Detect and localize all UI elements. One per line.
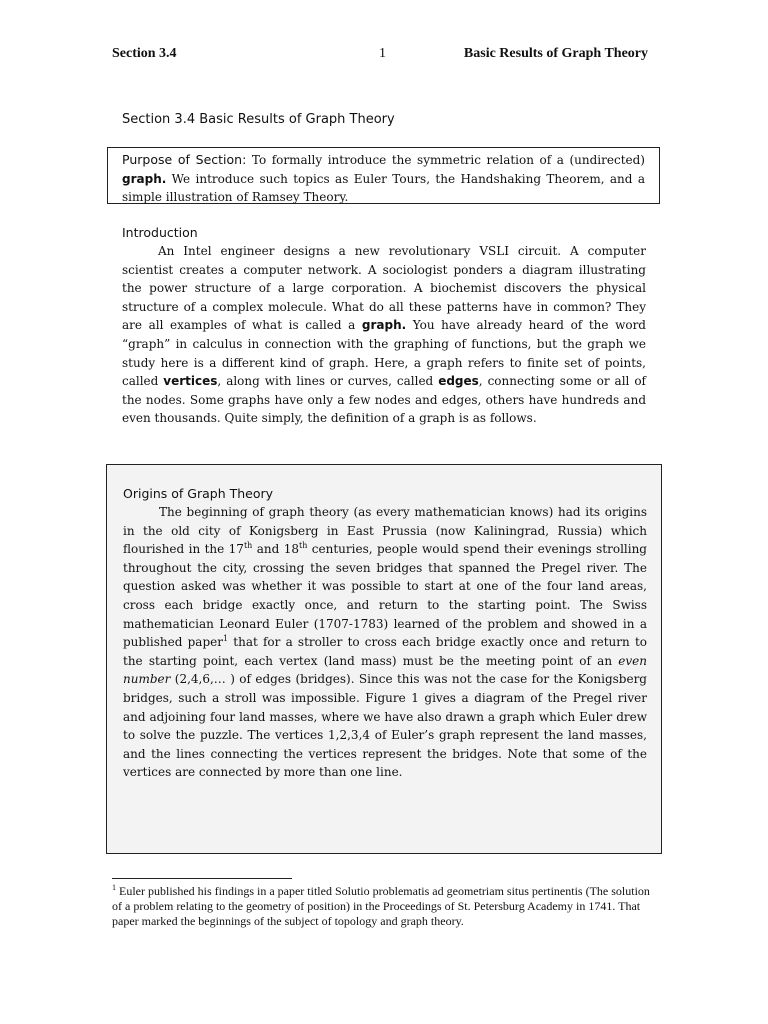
emphasis-even-number: even number — [123, 653, 647, 687]
term-vertices: vertices — [163, 374, 218, 389]
origins-text-4: that for a stroller to cross each bridge exactly once and return to the starting point, each vertex (land mass) must be the meeting point of an — [123, 635, 647, 668]
footnote-divider — [112, 878, 292, 879]
intro-text-3: , along with lines or curves, called — [217, 374, 439, 389]
superscript-th: th — [299, 541, 308, 551]
intro-text-1: An Intel engineer designs a new revolutionary VSLI circuit. A computer scientist creates a computer network. A sociologist ponders a diagram illustrating the power structure of a large corporation. A biochemist discovers the physical structure of a complex molecule. What do all these patterns have in common? They are all examples of what is called a — [122, 244, 646, 333]
section-title: Section 3.4 Basic Results of Graph Theory — [122, 112, 395, 127]
purpose-box — [107, 147, 660, 204]
origins-text-3: centuries, people would spend their evenings strolling throughout the city, crossing the seven bridges that spanned the Pregel river. The question asked was whether it was possible to start at one of the four land areas, cross each bridge exactly once, and return to the starting point. The Swiss mathematician Leonard Euler (1707-1783) learned of the problem and showed in a published paper — [123, 542, 647, 650]
superscript-th: th — [243, 541, 253, 551]
purpose-label: Purpose of Section: — [122, 152, 247, 167]
purpose-text-2: We introduce such topics as Euler Tours, the Handshaking Theorem, and a simple illustration of Ramsey Theory. — [122, 171, 645, 204]
origins-sidebar-box — [106, 464, 662, 854]
footnote-marker: 1 — [112, 883, 116, 892]
introduction-section — [122, 224, 646, 428]
origins-heading: Origins of Graph Theory — [123, 486, 274, 501]
intro-text-4: , connecting some or all of the nodes. Some graphs have only a few nodes and edges, others have hundreds and even thousands. Quite simply, the definition of a graph is as follows. — [122, 374, 646, 426]
header-section-label: Section 3.4 — [112, 46, 177, 61]
purpose-text-1: To formally introduce the symmetric relation of a (undirected) — [246, 153, 645, 167]
purpose-term-graph: graph. — [122, 171, 167, 186]
term-graph: graph. — [361, 318, 407, 333]
origins-text-1: The beginning of graph theory (as every mathematician knows) had its origins in the old city of Konigsberg in East Prussia (now Kaliningrad, Russia) which flourished in the 17 — [123, 505, 647, 557]
footnote-text: Euler published his findings in a paper titled Solutio problematis ad geometriam situs pertinentis (The solution of a problem relating to the geometry of position) in the Proceedings of St. Petersburg Academy in 1741. That paper marked the beginnings of the subject of topology and graph theory. — [112, 884, 650, 928]
intro-text-2: You have already heard of the word “graph” in calculus in connection with the graphing of functions, but the graph we study here is a different kind of graph. Here, a graph refers to finite set of points, called — [122, 318, 646, 389]
introduction-paragraph — [122, 242, 646, 428]
page-number: 1 — [379, 46, 386, 61]
origins-text-2: and 18 — [252, 542, 299, 557]
origins-text-5: (2,4,6,… ) of edges (bridges). Since this was not the case for the Konigsberg bridges, such a stroll was impossible. Figure 1 gives a diagram of the Pregel river and adjoining four land masses, where we have also drawn a graph which Euler drew to solve the puzzle. The vertices 1,2,3,4 of Euler’s graph represent the land masses, and the lines connecting the vertices represent the bridges. Note that some of the vertices are connected by more than one line. — [123, 672, 647, 780]
footnote-reference: 1 — [222, 634, 229, 644]
running-header — [112, 46, 648, 66]
term-edges: edges — [438, 374, 479, 389]
origins-paragraph — [123, 503, 647, 782]
header-chapter-title: Basic Results of Graph Theory — [463, 46, 648, 61]
footnote — [112, 884, 652, 929]
introduction-heading: Introduction — [122, 225, 198, 240]
